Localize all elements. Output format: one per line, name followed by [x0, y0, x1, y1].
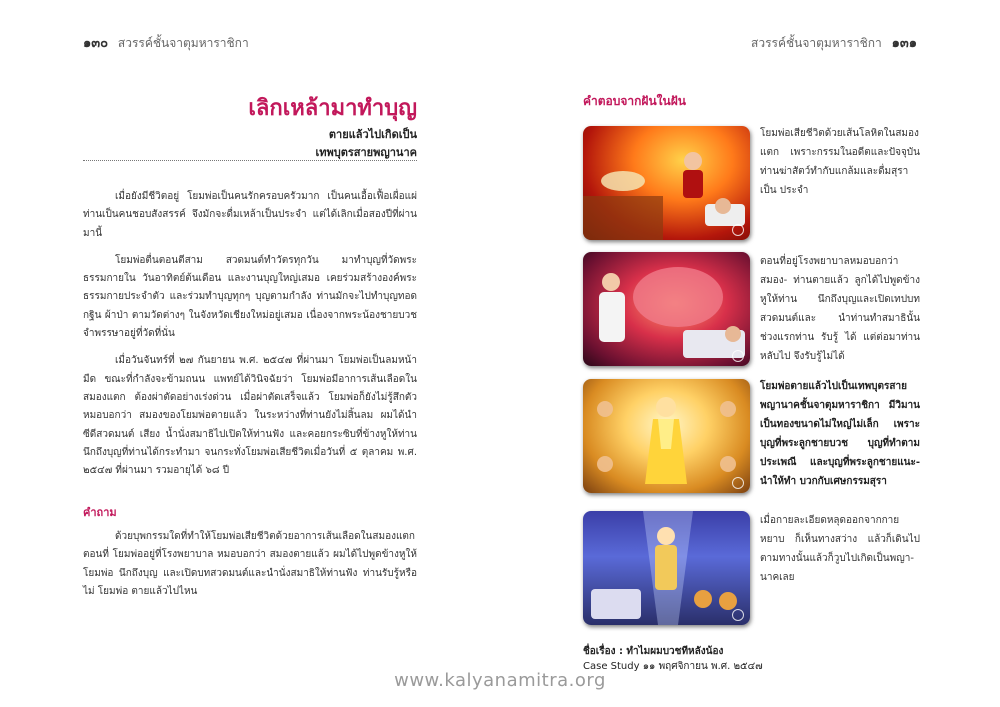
artist-signature-mark: [732, 350, 744, 362]
panel-4-caption: เมื่อกายละเอียดหลุดออกจากกาย หยาบ ก็เห็นทางสว่าง แล้วก็เดินไป ตามทางนั้นแล้วก็วูบไปเกิดเป็นพญา- นาคเลย: [760, 515, 920, 583]
right-page: [500, 0, 1000, 707]
illustration-deva-palace: [583, 379, 750, 493]
panel-1-caption: โยมพ่อเสียชีวิตด้วยเส้นโลหิตในสมอง แตก เพราะกรรมในอดีตและปัจจุบัน ท่านฆ่าสัตว์ทำกับแกล้มและดื่มสุราเป็น ประจำ: [760, 128, 920, 196]
title-divider: [83, 160, 417, 161]
question-body: [83, 528, 417, 610]
artist-signature-mark: [732, 224, 744, 236]
question-heading: คำถาม: [83, 506, 117, 519]
question-text: ด้วยบุพกรรมใดที่ทำให้โยมพ่อเสียชีวิตด้วยอาการเส้นเลือดในสมองแตก ตอนที่ โยมพ่ออยู่ที่โรงพยาบาล หมอบอกว่า สมองตายแล้ว ผมได้ไปพูดข้างหูให้โยมพ่อ นึกถึงบุญ และเปิดบทสวดมนต์และนำนั่งสมาธิให้ท่านฟัง ท่านรับรู้หรือไม่ โยมพ่อ ตายแล้วไปไหน: [83, 531, 417, 597]
website-watermark: www.kalyanamitra.org: [394, 670, 606, 691]
artist-signature-mark: [732, 609, 744, 621]
illustration-drinking-scene: [583, 126, 750, 240]
right-header-text: สวรรค์ชั้นจาตุมหาราชิกา: [751, 36, 882, 50]
story-body: [83, 188, 417, 489]
drinking-scene-art: [583, 126, 750, 240]
story-subtitle: [316, 126, 418, 162]
illustration-bright-path: [583, 511, 750, 625]
subtitle-line-1: ตายแล้วไปเกิดเป็น: [328, 128, 417, 141]
artist-signature-mark: [732, 477, 744, 489]
right-running-header: [751, 32, 917, 53]
right-page-number: ๑๓๑: [891, 36, 917, 51]
answer-heading: คำตอบจากฝันในฝัน: [583, 94, 686, 108]
panel-3-caption: โยมพ่อตายแล้วไปเป็นเทพบุตรสาย พญานาคชั้นจาตุมหาราชิกา มีวิมาน เป็นทองขนาดไม่ใหญ่ไม่เล็ก เพราะ บุญที่พระลูกชายบวช บุญที่ทำตาม ประเพณี และบุญที่พระลูกชายแนะ- นำให้ทำ บวกกับเศษกรรมสุรา: [760, 381, 920, 487]
story-title: เลิกเหล้ามาทำบุญ: [248, 96, 417, 121]
illustration-hospital-brain: [583, 252, 750, 366]
story-paragraph: เมื่อยังมีชีวิตอยู่ โยมพ่อเป็นคนรักครอบครัวมาก เป็นคนเอื้อเฟื้อเผื่อแผ่ ท่านเป็นคนชอบสังสรรค์ จึงมักจะดื่มเหล้าเป็นประจำ แต่ได้เลิกเมื่อสองปีที่ผ่านมานี้: [83, 191, 417, 239]
left-running-header: [83, 32, 249, 53]
left-header-text: สวรรค์ชั้นจาตุมหาราชิกา: [117, 36, 249, 50]
deva-palace-art: [583, 379, 750, 493]
panel-2-caption: ตอนที่อยู่โรงพยาบาลหมอบอกว่าสมอง- ท่านตายแล้ว ลูกได้ไปพูดข้างหูให้ท่าน นึกถึงบุญและเปิดเทปบทสวดมนต์และ นำท่านทำสมาธินั้น ช่วงแรกท่าน รับรู้ ได้ แต่ต่อมาท่านหลับไป จึงรับรู้ไม่ได้: [760, 256, 920, 362]
subtitle-line-2: เทพบุตรสายพญานาค: [315, 146, 417, 159]
story-paragraph: เมื่อวันจันทร์ที่ ๒๗ กันยายน พ.ศ. ๒๕๔๗ ที่ผ่านมา โยมพ่อเป็นลมหน้ามืด ขณะที่กำลังจะข้ามถนน แพทย์ได้วินิจฉัยว่า โยมพ่อมีอาการเส้นเลือดในสมองแตก ต้องผ่าตัดอย่างเร่งด่วน เมื่อผ่าตัดเสร็จแล้ว โยมพ่อก็ยังไม่รู้สึกตัว หมอบอกว่า สมองของโยมพ่อตายแล้ว ในระหว่างที่ท่านยังไม่สิ้นลม ผมได้นำซีดีสวดมนต์ เสียง น้ำนั่งสมาธิไปเปิดให้ท่านฟัง และคอยกระซิบที่ข้างหูให้ท่านนึกถึงบุญที่ท่านได้กระทำมา จนกระทั่งโยมพ่อเสียชีวิตเมื่อวันที่ ๕ ตุลาคม พ.ศ. ๒๕๔๗ ที่ผ่านมา รวมอายุได้ ๖๘ ปี: [83, 355, 417, 477]
hospital-brain-art: [583, 252, 750, 366]
bright-path-art: [583, 511, 750, 625]
story-paragraph: โยมพ่อตื่นตอนตีสาม สวดมนต์ทำวัตรทุกวัน มาทำบุญที่วัดพระธรรมกายใน วันอาทิตย์ต้นเดือน และงานบุญใหญ่เสมอ เคยร่วมสร้างองค์พระธรรมกายประจำตัว และร่วมทำบุญทุกๆ บุญตามกำลัง ท่านมักจะไปทำบุญทอดกฐิน ผ้าป่า ตามวัดต่างๆ ในจังหวัดเชียงใหม่อยู่เสมอ เนื่องจากพระน้องชายบวชจำพรรษาอยู่ที่วัดที่นั่น: [83, 254, 417, 340]
source-case-study: Case Study ๑๑ พฤศจิกายน พ.ศ. ๒๕๔๗: [583, 661, 763, 672]
left-page-number: ๑๓๐: [83, 36, 109, 51]
source-title: ชื่อเรื่อง : ทำไมผมบวชทีหลังน้อง: [583, 646, 724, 657]
